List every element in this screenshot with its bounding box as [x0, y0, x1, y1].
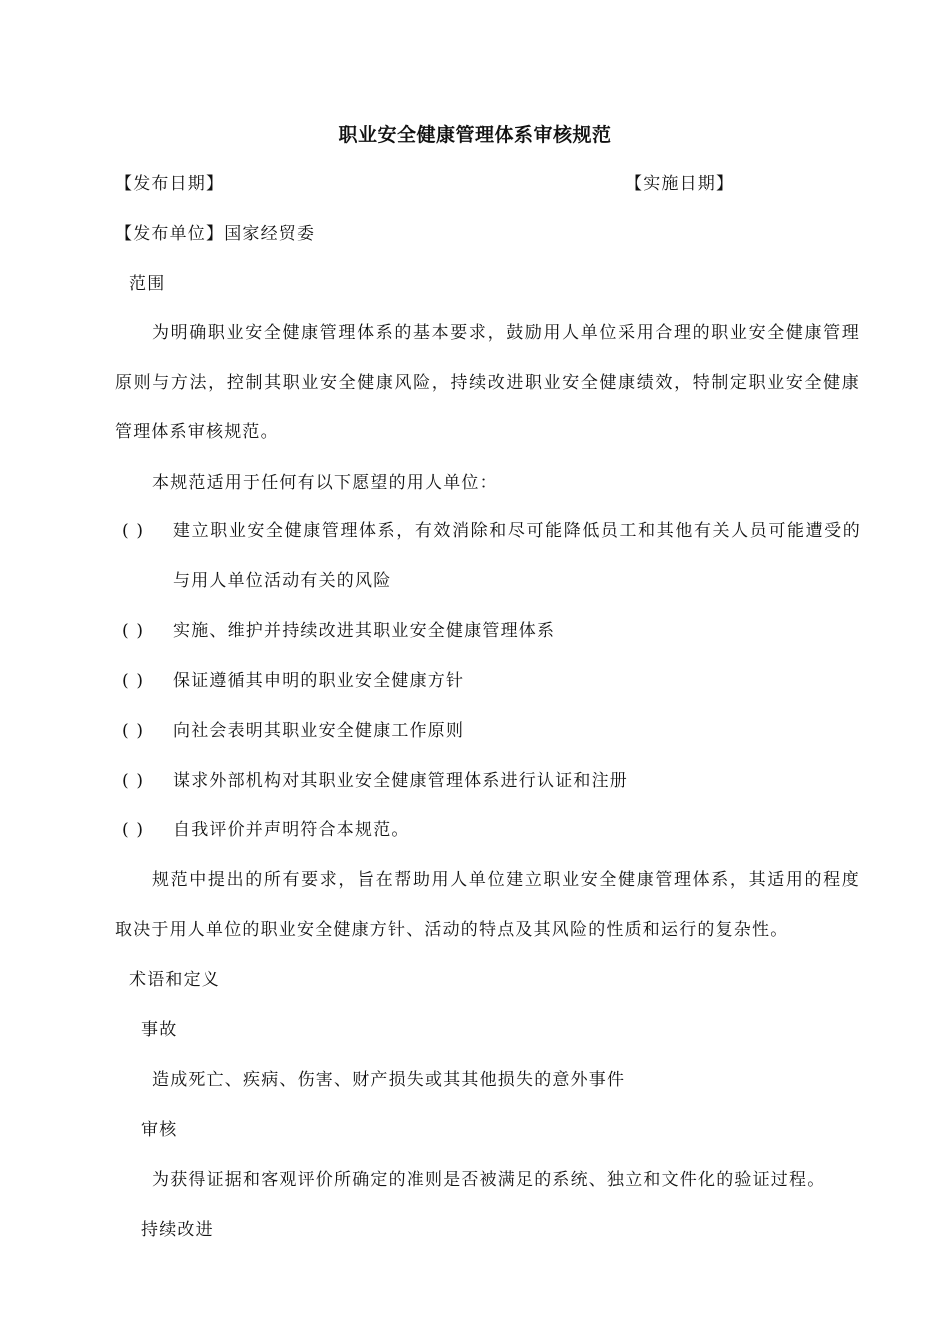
publisher-line: 【发布单位】国家经贸委 [115, 224, 316, 244]
list-item-marker: ( ) [122, 521, 145, 541]
list-item-text: 自我评价并声明符合本规范。 [173, 820, 410, 840]
section-heading-scope: 范围 [129, 274, 166, 294]
list-item-marker: ( ) [122, 621, 145, 641]
term-continual-improvement: 持续改进 [141, 1220, 214, 1240]
publish-date-label: 【发布日期】 [115, 174, 225, 194]
list-item-text: 保证遵循其申明的职业安全健康方针 [173, 671, 465, 691]
list-item-text: 向社会表明其职业安全健康工作原则 [173, 721, 465, 741]
definition-accident: 造成死亡、疾病、伤害、财产损失或其其他损失的意外事件 [152, 1070, 626, 1090]
document-title: 职业安全健康管理体系审核规范 [338, 124, 612, 146]
term-audit: 审核 [141, 1120, 178, 1140]
list-item-marker: ( ) [122, 671, 145, 691]
list-item-text: 谋求外部机构对其职业安全健康管理体系进行认证和注册 [173, 771, 628, 791]
list-item-marker: ( ) [122, 820, 145, 840]
list-item-marker: ( ) [122, 771, 145, 791]
scope-paragraph-1: 为明确职业安全健康管理体系的基本要求，鼓励用人单位采用合理的职业安全健康管理原则与方法，控制其职业安全健康风险，持续改进职业安全健康绩效，特制定职业安全健康管理体系审核规范。 [115, 323, 860, 443]
section-heading-terms: 术语和定义 [129, 970, 220, 990]
list-item-marker: ( ) [122, 721, 145, 741]
scope-paragraph-3: 规范中提出的所有要求，旨在帮助用人单位建立职业安全健康管理体系，其适用的程度取决于用人单位的职业安全健康方针、活动的特点及其风险的性质和运行的复杂性。 [115, 870, 860, 940]
term-accident: 事故 [141, 1020, 178, 1040]
definition-audit: 为获得证据和客观评价所确定的准则是否被满足的系统、独立和文件化的验证过程。 [152, 1170, 826, 1190]
effective-date-label: 【实施日期】 [625, 174, 735, 194]
scope-paragraph-2: 本规范适用于任何有以下愿望的用人单位： [152, 473, 498, 493]
list-item-text: 建立职业安全健康管理体系，有效消除和尽可能降低员工和其他有关人员可能遭受的与用人单位活动有关的风险 [173, 521, 861, 591]
list-item-text: 实施、维护并持续改进其职业安全健康管理体系 [173, 621, 556, 641]
